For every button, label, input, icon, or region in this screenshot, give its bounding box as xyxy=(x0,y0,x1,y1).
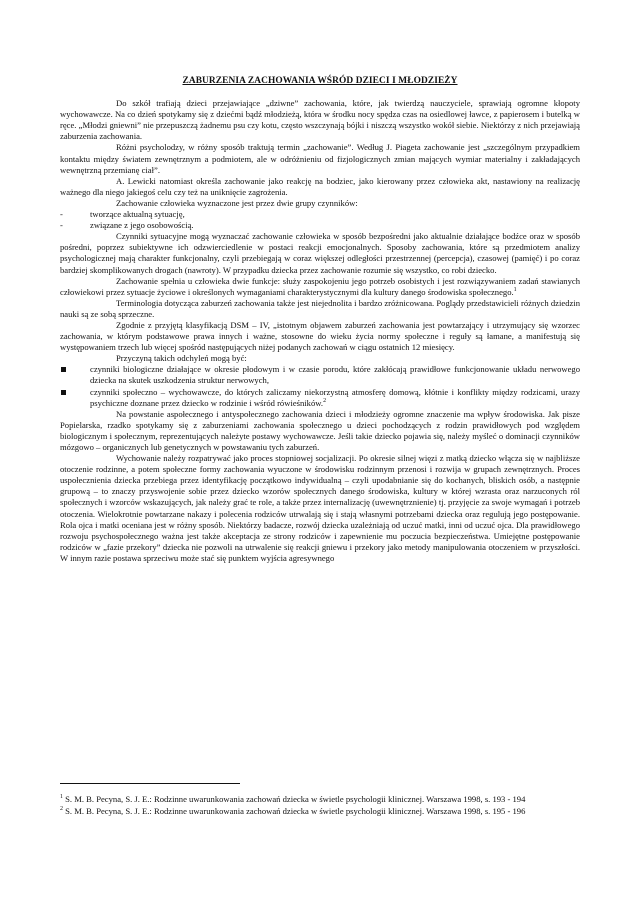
paragraph-dsm: Zgodnie z przyjętą klasyfikacją DSM – IV, „istotnym objawem zaburzeń zachowania jest powtarzający i utrzymujący się wzorzec zachowania, w którym podstawowe prawa innych i ważne, stosowne do wieku życia normy społeczne i reguły są łamane, a manifestują się występowaniem trzech lub więcej spośród następujących niżej podanych zachowań w ciągu ostatnich 12 miesięcy. xyxy=(60,319,580,353)
paragraph-environment: Na powstanie aspołecznego i antyspołecznego zachowania dzieci i młodzieży ogromne znaczenie ma wpływ środowiska. Jak pisze Popielarska, rzadko spotykamy się z zaburzeniami zachowania społecznego u dzieci pochodzących z rodzin prawidłowych pod względem biologicznym i społecznym, reprezentujących należyte postawy wychowawcze. Jeśli takie dziecko pojawia się, należy myśleć o dominacji czynników mózgowo – organicznych lub genetycznych w powstawaniu tych zaburzeń. xyxy=(60,408,580,452)
document-title: ZABURZENIA ZACHOWANIA WŚRÓD DZIECI I MŁODZIEŻY xyxy=(182,76,458,86)
list-item: - tworzące aktualną sytuację, xyxy=(60,209,580,220)
footnote-ref-2: 2 xyxy=(323,397,327,404)
footnotes xyxy=(60,783,580,817)
paragraph-causes: Przyczyną takich odchyleń mogą być: xyxy=(116,353,247,364)
footnote-mark: 1 xyxy=(60,794,63,801)
footnote-1 xyxy=(60,794,580,806)
list-item: czynniki biologiczne działające w okresie płodowym i w czasie porodu, które zakłócają prawidłowe funkcjonowanie układu nerwowego dziecka na skutek uszkodzenia struktur nerwowych, xyxy=(60,364,580,386)
footnote-ref-1: 1 xyxy=(513,286,517,293)
paragraph-factors: Zachowanie człowieka wyznaczone jest przez dwie grupy czynników: xyxy=(116,197,358,208)
footnote-text: S. M. B. Pecyna, S. J. E.: Rodzinne uwarunkowania zachowań dziecka w świetle psychologii klinicznej. Warszawa 1998, s. 193 - 194 xyxy=(65,794,526,804)
footnote-mark: 2 xyxy=(60,805,63,812)
list-item-text: czynniki społeczno – wychowawcze, do których zaliczamy niekorzystną atmosferę domową, kłótnie i konflikty między rodzicami, urazy psychiczne doznane przez dziecko w rodzinie i wśród rówieśników. xyxy=(90,386,580,408)
causes-list xyxy=(60,364,580,408)
paragraph-intro: Do szkół trafiają dzieci przejawiające „dziwne” zachowania, które, jak twierdzą nauczyciele, sprawiają ogromne kłopoty wychowawcze. Na co dzień spotykamy się z dziećmi bądź młodzieżą, która w środku nocy spędza czas na osiedlowej ławce, z papierosem i butelką w ręce. „Młodzi gniewni” nie przepuszczą żadnemu psu czy kotu, często wszczynają bójki i niszczą wszystko wokół siebie. Niektórzy z nich przejawiają zaburzenia zachowania. xyxy=(60,98,580,142)
list-item: - związane z jego osobowością. xyxy=(60,220,580,231)
paragraph-socialization: Wychowanie należy rozpatrywać jako proces stopniowej socjalizacji. Po okresie silnej więzi z matką dziecko włącza się w najbliższe otoczenie rodzinne, a potem społeczne formy zachowania wyuczone w środowisku rodzinnym przenosi i rozwija w grupach zewnętrznych. Proces uspołecznienia dziecka przebiega przez identyfikację początkowo indywidualną – czyli upodabnianie się do kochanych, bliskich osób, a następnie grupową – to znaczy przyswojenie sobie przez dziecko wzorów społecznych danego środowiska, kultury w której wzrasta oraz narzuconych ról społecznych i wzorców wskazujących, jak należy grać te role, a także przez internalizację (uwewnętrznienie) tj. przyjęcie za swoje wymagań i potrzeb otoczenia. Wielokrotnie powtarzane nakazy i polecenia rodziców utrwalają się i stają własnymi potrzebami dziecka oraz regulują jego postępowanie. Rola ojca i matki oceniana jest w różny sposób. Niektórzy badacze, rozwój dziecka uzależniają od uczuć matki, inni od uczuć ojca. Dla prawidłowego rozwoju psychospołecznego ważna jest także akceptacja ze strony rodziców i zapewnienie mu poczucia bezpieczeństwa. Umiejętne postępowanie rodziców w „fazie przekory” dziecka nie pozwoli na utrwalenie się reakcji gniewu i przekory jako metody manipulowania otoczeniem w przyszłości. W innym razie postawa sprzeciwu może stać się punktem wyjścia agresywnego xyxy=(60,453,580,563)
footnote-text: S. M. B. Pecyna, S. J. E.: Rodzinne uwarunkowania zachowań dziecka w świetle psychologii klinicznej. Warszawa 1998, s. 195 - 196 xyxy=(65,805,526,816)
paragraph-piaget: Różni psycholodzy, w różny sposób traktują termin „zachowanie”. Według J. Piageta zachowanie jest „szczególnym przypadkiem kontaktu między światem zewnętrznym a podmiotem, ale w odróżnieniu od fizjologicznych zmian mających wymiar materialny i zakładających wewnętrzną przemianę ciał”. xyxy=(60,142,580,175)
paragraph-lewicki: A. Lewicki natomiast określa zachowanie jako reakcję na bodziec, jako kierowany przez człowieka akt, nastawiony na realizację ważnego dla niego jakiegoś celu czy też na uniknięcie zagrożenia. xyxy=(60,175,580,197)
footnote-2 xyxy=(60,806,580,818)
paragraph-terminology: Terminologia dotycząca zaburzeń zachowania także jest niejednolita i bardzo zróżnicowana. Poglądy przedstawicieli różnych dziedzin nauki są ze sobą sprzeczne. xyxy=(60,297,580,319)
list-item xyxy=(60,387,580,409)
factor-list xyxy=(60,209,580,231)
paragraph-situational: Czynniki sytuacyjne mogą wyznaczać zachowanie człowieka w sposób bezpośredni jako aktualnie działające bodźce oraz w sposób pośredni, poprzez subiektywne ich odzwierciedlenie w postaci reakcji emocjonalnych. Sposoby zachowania, które są przedmiotem analizy psychologicznej mają charakter funkcjonalny, czyli przebiegają w coraz większej odległości przestrzennej (percepcja), czasowej (pamięć) i po coraz bardziej skomplikowanych drogach (nawroty). W przypadku dziecka przez zachowanie rozumie się wszystko, co robi dziecko. xyxy=(60,231,580,275)
document-page xyxy=(60,76,580,564)
paragraph-functions-text: Zachowanie spełnia u człowieka dwie funkcje: służy zaspokojeniu jego potrzeb osobistych i jest rozwiązywaniem zadań stawianych człowiekowi przez sytuacje życiowe i określonych wymaganiami charakterystycznymi dla kultury danego środowiska społecznego. xyxy=(60,275,580,297)
footnote-divider xyxy=(60,783,240,784)
paragraph-functions xyxy=(60,276,580,298)
